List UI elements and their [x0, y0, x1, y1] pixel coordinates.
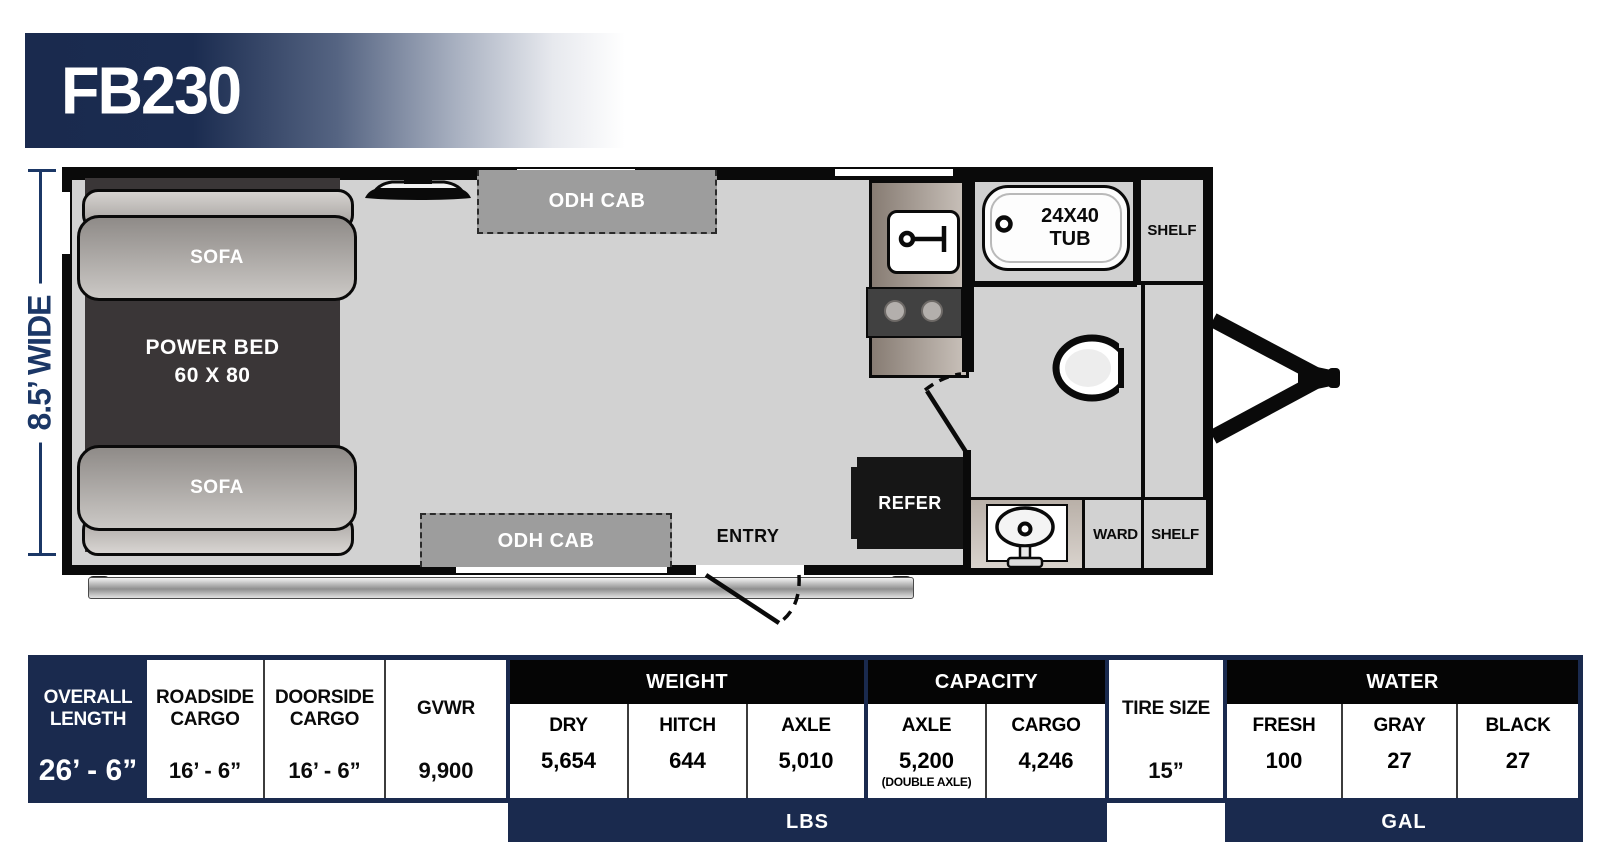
capacity-axle-value: [868, 748, 985, 798]
tire-size-cell: [1109, 660, 1223, 798]
divider: [627, 704, 629, 798]
power-bed-label: [85, 320, 340, 404]
water-fresh-label: FRESH: [1252, 715, 1316, 736]
water-header: WATER: [1227, 660, 1578, 704]
divider: [746, 704, 748, 798]
water-gray-cell: [1343, 704, 1456, 798]
refer-label: REFER: [878, 492, 942, 513]
awning-bar: [88, 577, 914, 599]
overall-length-cell: [33, 660, 143, 798]
weight-dry-value: 5,654: [540, 748, 597, 773]
width-bracket-bottom-tick: [28, 553, 56, 556]
tire-size-value: 15”: [1148, 758, 1184, 783]
weight-dry-label: DRY: [549, 715, 588, 736]
width-label: 8.5’ WIDE: [22, 283, 59, 442]
gvwr-cell: [386, 660, 506, 798]
capacity-axle-number: 5,200: [898, 748, 955, 773]
roadside-cargo-label: ROADSIDE CARGO: [156, 687, 254, 730]
shelf-bottom: [1141, 497, 1209, 571]
power-bed-line2: 60 X 80: [174, 364, 251, 387]
refrigerator: [857, 457, 963, 549]
gvwr-label: GVWR: [417, 698, 475, 720]
model-banner: [25, 33, 625, 148]
sofa-top-label: SOFA: [190, 247, 244, 268]
divider: [1456, 704, 1458, 798]
roadside-cargo-cell: [147, 660, 263, 798]
lbs-unit-bar: [508, 803, 1107, 842]
power-bed-line1: POWER BED: [145, 335, 280, 359]
entry-door-opening: [696, 565, 804, 575]
ward-label: WARD: [1093, 525, 1138, 543]
doorside-cargo-value: 16’ - 6”: [288, 758, 361, 783]
divider: [263, 660, 265, 798]
divider: [384, 660, 386, 798]
weight-header: WEIGHT: [510, 660, 864, 704]
sofa-bottom: [77, 445, 357, 531]
weight-hitch-label: HITCH: [659, 715, 716, 736]
water-gray-label: GRAY: [1373, 715, 1426, 736]
water-fresh-value: 100: [1265, 748, 1303, 773]
capacity-cargo-cell: [987, 704, 1105, 798]
sofa-bottom-label: SOFA: [190, 477, 244, 498]
water-black-value: 27: [1505, 748, 1531, 773]
gvwr-value: 9,900: [418, 758, 474, 783]
water-gray-value: 27: [1387, 748, 1412, 773]
water-black-label: BLACK: [1485, 715, 1551, 736]
bathtub-label: [1013, 205, 1099, 251]
weight-axle-label: AXLE: [781, 715, 831, 736]
width-bracket-top-tick: [28, 169, 56, 172]
model-title: FB230: [61, 53, 241, 128]
spec-table: [28, 655, 1583, 803]
entry-label: ENTRY: [716, 525, 780, 546]
tub-shelf-wall: [1133, 180, 1141, 284]
weight-axle-value: 5,010: [778, 748, 834, 773]
shelf-top-label: SHELF: [1147, 222, 1197, 239]
stove-cooktop: [866, 287, 963, 338]
window-bottom: [456, 567, 667, 573]
shelf-divider-line: [973, 281, 1203, 285]
shelf-top: [1141, 180, 1203, 281]
hitch-icon: [1213, 320, 1340, 437]
roadside-cargo-value: 16’ - 6”: [168, 758, 242, 783]
gal-label: GAL: [1381, 811, 1427, 833]
weight-hitch-cell: [629, 704, 746, 798]
wardrobe: [1082, 497, 1149, 571]
capacity-cargo-label: CARGO: [1011, 715, 1081, 736]
odh-top-label: ODH CAB: [548, 189, 646, 212]
weight-dry-cell: [510, 704, 627, 798]
tub-size-label: 24X40: [1041, 205, 1099, 227]
capacity-axle-cell: [868, 704, 985, 798]
odh-bottom-label: ODH CAB: [497, 529, 595, 552]
doorside-cargo-cell: [265, 660, 384, 798]
divider: [1105, 660, 1109, 798]
gal-unit-bar: [1225, 803, 1583, 842]
capacity-axle-label: AXLE: [901, 715, 952, 736]
tub-label-text: TUB: [1049, 228, 1091, 250]
tire-size-label: TIRE SIZE: [1121, 698, 1211, 720]
lbs-label: LBS: [786, 811, 829, 833]
divider: [506, 660, 510, 798]
divider: [985, 704, 987, 798]
overhead-cabinet-top: [477, 170, 717, 234]
water-black-cell: [1458, 704, 1578, 798]
divider: [1223, 660, 1227, 798]
divider: [143, 660, 147, 798]
capacity-axle-note: (DOUBLE AXLE): [881, 775, 972, 789]
weight-hitch-value: 644: [669, 748, 706, 773]
overhead-cabinet-bottom: [420, 513, 672, 567]
weight-axle-cell: [748, 704, 864, 798]
doorside-cargo-label: DOORSIDE CARGO: [275, 687, 374, 730]
sofa-top: [77, 215, 357, 301]
window-rear: [62, 192, 70, 254]
bath-sink: [986, 504, 1068, 562]
divider: [864, 660, 868, 798]
shelf-bottom-label: SHELF: [1151, 525, 1199, 543]
overall-length-label: OVERALL LENGTH: [43, 687, 133, 730]
capacity-cargo-value: 4,246: [1018, 748, 1074, 773]
overall-length-value: 26’ - 6”: [38, 754, 138, 787]
capacity-header: CAPACITY: [868, 660, 1105, 704]
bath-divider-wall: [1141, 285, 1145, 497]
kitchen-sink: [887, 210, 960, 274]
divider: [1341, 704, 1343, 798]
bathtub: [982, 185, 1130, 271]
water-fresh-cell: [1227, 704, 1341, 798]
window-top-right: [835, 169, 953, 176]
